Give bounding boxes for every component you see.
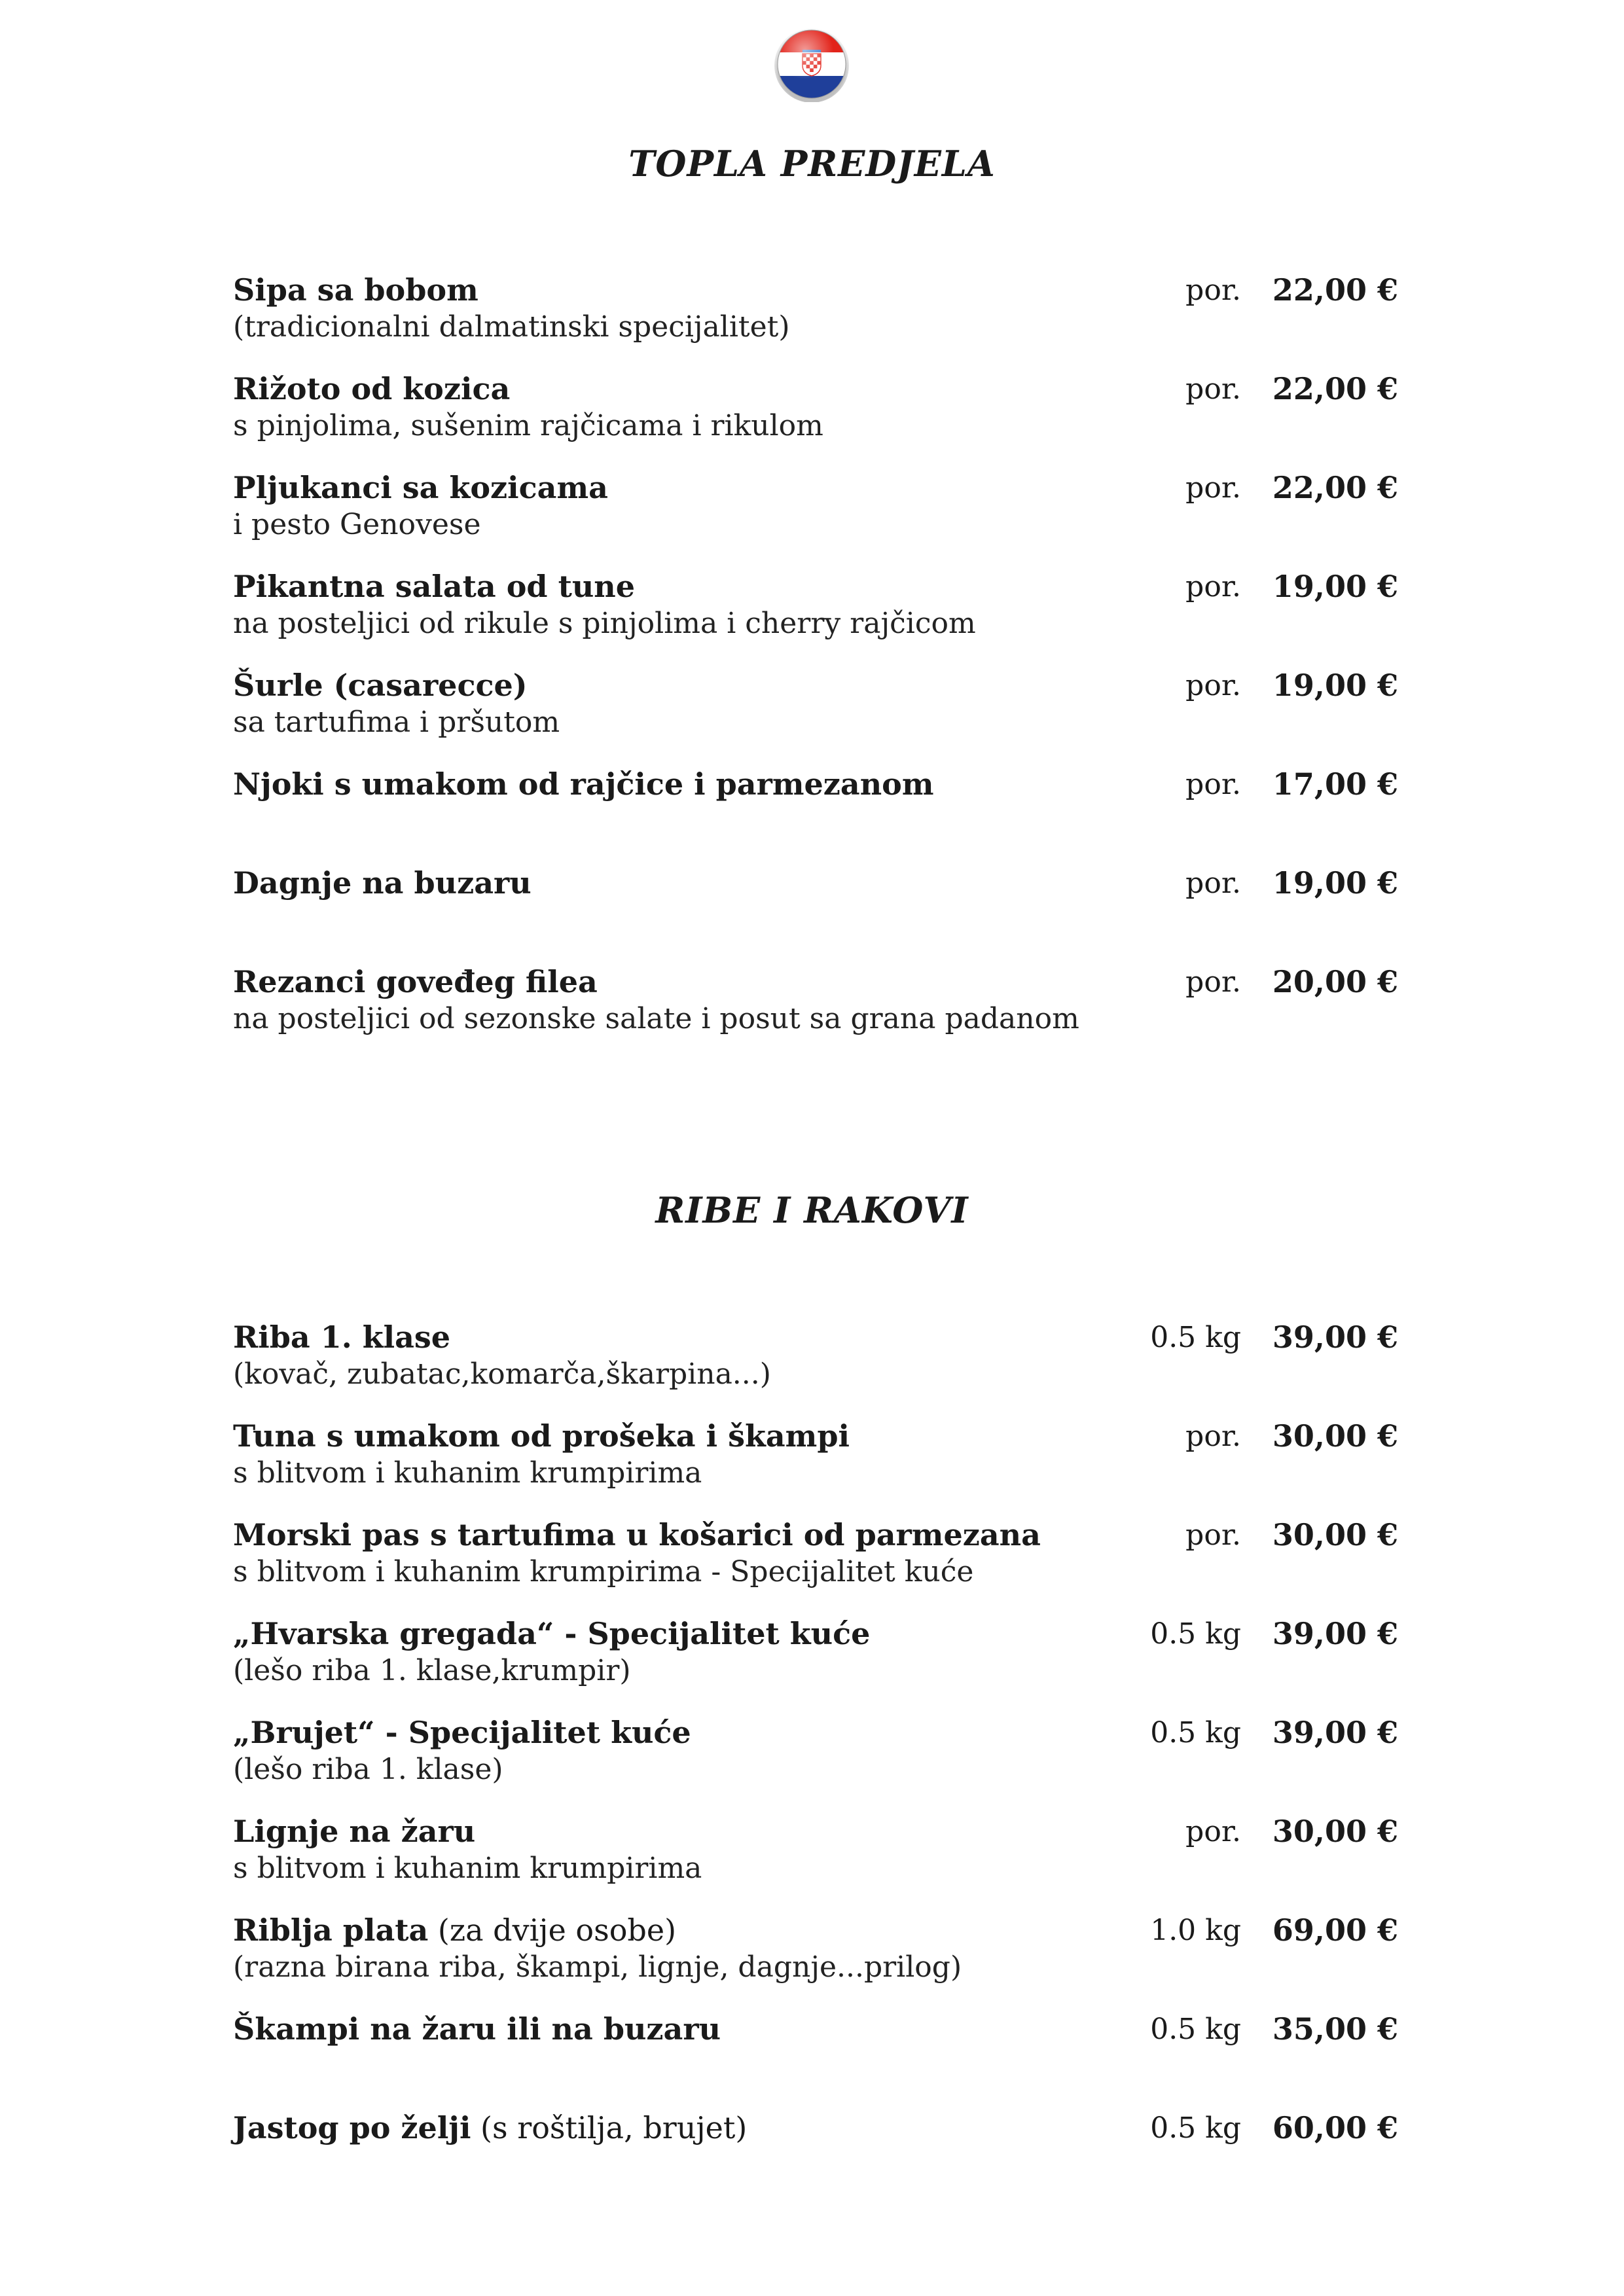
menu-item	[233, 1616, 1398, 1701]
item-price: 17,00 €	[1272, 766, 1398, 802]
item-unit: por.	[1185, 867, 1241, 900]
item-price: 35,00 €	[1272, 2011, 1398, 2047]
item-description: s blitvom i kuhanim krumpirima	[233, 1852, 702, 1885]
item-name: Dagnje na buzaru	[233, 865, 532, 901]
item-unit: por.	[1185, 1518, 1241, 1552]
item-unit: por.	[1185, 471, 1241, 505]
item-price: 60,00 €	[1272, 2110, 1398, 2145]
croatian-flag-icon	[774, 26, 850, 102]
item-description: sa tartufima i pršutom	[233, 706, 560, 739]
menu-item	[233, 1814, 1398, 1899]
item-unit: 0.5 kg	[1150, 1321, 1241, 1354]
item-unit: por.	[1185, 669, 1241, 702]
item-unit: por.	[1185, 372, 1241, 406]
item-price: 22,00 €	[1272, 371, 1398, 406]
item-unit: por.	[1185, 768, 1241, 801]
item-price: 30,00 €	[1272, 1814, 1398, 1849]
item-name: Rezanci goveđeg filea	[233, 964, 598, 999]
item-name: Riba 1. klase	[233, 1319, 451, 1355]
menu-item	[233, 1517, 1398, 1602]
item-price: 30,00 €	[1272, 1517, 1398, 1552]
item-unit: 0.5 kg	[1150, 2111, 1241, 2145]
item-name: Šurle (casarecce)	[233, 668, 528, 703]
item-price: 19,00 €	[1272, 865, 1398, 901]
item-unit: 0.5 kg	[1150, 2013, 1241, 2046]
item-description: s pinjolima, sušenim rajčicama i rikulom	[233, 409, 823, 442]
item-price: 19,00 €	[1272, 569, 1398, 604]
item-unit: 0.5 kg	[1150, 1716, 1241, 1749]
menu-item	[233, 964, 1398, 1049]
item-description: na posteljici od rikule s pinjolima i cherry rajčicom	[233, 607, 976, 640]
item-name: Rižoto od kozica	[233, 371, 511, 406]
item-description: (lešo riba 1. klase,krumpir)	[233, 1654, 631, 1687]
menu-item	[233, 766, 1398, 852]
item-price: 39,00 €	[1272, 1616, 1398, 1651]
menu-item	[233, 668, 1398, 753]
item-name: Lignje na žaru	[233, 1814, 476, 1849]
menu-item	[233, 1715, 1398, 1800]
item-unit: por.	[1185, 570, 1241, 603]
menu-item	[233, 1319, 1398, 1405]
menu-item	[233, 470, 1398, 555]
item-unit: por.	[1185, 1420, 1241, 1453]
item-name: Sipa sa bobom	[233, 272, 478, 308]
item-description: i pesto Genovese	[233, 508, 481, 541]
menu-item	[233, 272, 1398, 357]
item-description: s blitvom i kuhanim krumpirima - Specijalitet kuće	[233, 1555, 974, 1588]
item-unit: 1.0 kg	[1150, 1914, 1241, 1947]
item-name: „Brujet“ - Specijalitet kuće	[233, 1715, 691, 1750]
item-name: Pljukanci sa kozicama	[233, 470, 608, 505]
item-price: 39,00 €	[1272, 1319, 1398, 1355]
section-title-ribe-i-rakovi: RIBE I RAKOVI	[655, 1189, 969, 1231]
item-description: (tradicionalni dalmatinski specijalitet)	[233, 310, 790, 344]
menu-item	[233, 1912, 1398, 1998]
item-name: Pikantna salata od tune	[233, 569, 636, 604]
item-name: Njoki s umakom od rajčice i parmezanom	[233, 766, 934, 802]
item-description: na posteljici od sezonske salate i posut sa grana padanom	[233, 1002, 1079, 1035]
item-name: „Hvarska gregada“ - Specijalitet kuće	[233, 1616, 871, 1651]
item-unit: por.	[1185, 965, 1241, 999]
menu-item	[233, 371, 1398, 456]
item-name: Riblja plata (za dvije osobe)	[233, 1912, 677, 1948]
item-name: Škampi na žaru ili na buzaru	[233, 2011, 721, 2047]
item-unit: por.	[1185, 274, 1241, 307]
menu-item	[233, 865, 1398, 950]
menu-item	[233, 2011, 1398, 2096]
item-unit: por.	[1185, 1815, 1241, 1848]
item-description: (lešo riba 1. klase)	[233, 1753, 503, 1786]
item-price: 30,00 €	[1272, 1418, 1398, 1454]
item-name: Jastog po želji (s roštilja, brujet)	[233, 2110, 748, 2145]
menu-item	[233, 1418, 1398, 1503]
menu-item	[233, 569, 1398, 654]
item-description: (razna birana riba, škampi, lignje, dagnje...prilog)	[233, 1950, 962, 1984]
item-name: Morski pas s tartufima u košarici od parmezana	[233, 1517, 1041, 1552]
item-price: 22,00 €	[1272, 272, 1398, 308]
item-price: 22,00 €	[1272, 470, 1398, 505]
item-price: 39,00 €	[1272, 1715, 1398, 1750]
item-price: 19,00 €	[1272, 668, 1398, 703]
item-name: Tuna s umakom od prošeka i škampi	[233, 1418, 850, 1454]
item-description: s blitvom i kuhanim krumpirima	[233, 1456, 702, 1490]
item-price: 69,00 €	[1272, 1912, 1398, 1948]
item-price: 20,00 €	[1272, 964, 1398, 999]
item-unit: 0.5 kg	[1150, 1617, 1241, 1651]
item-description: (kovač, zubatac,komarča,škarpina...)	[233, 1357, 771, 1391]
menu-item	[233, 2110, 1398, 2195]
section-title-topla-predjela: TOPLA PREDJELA	[628, 143, 996, 185]
